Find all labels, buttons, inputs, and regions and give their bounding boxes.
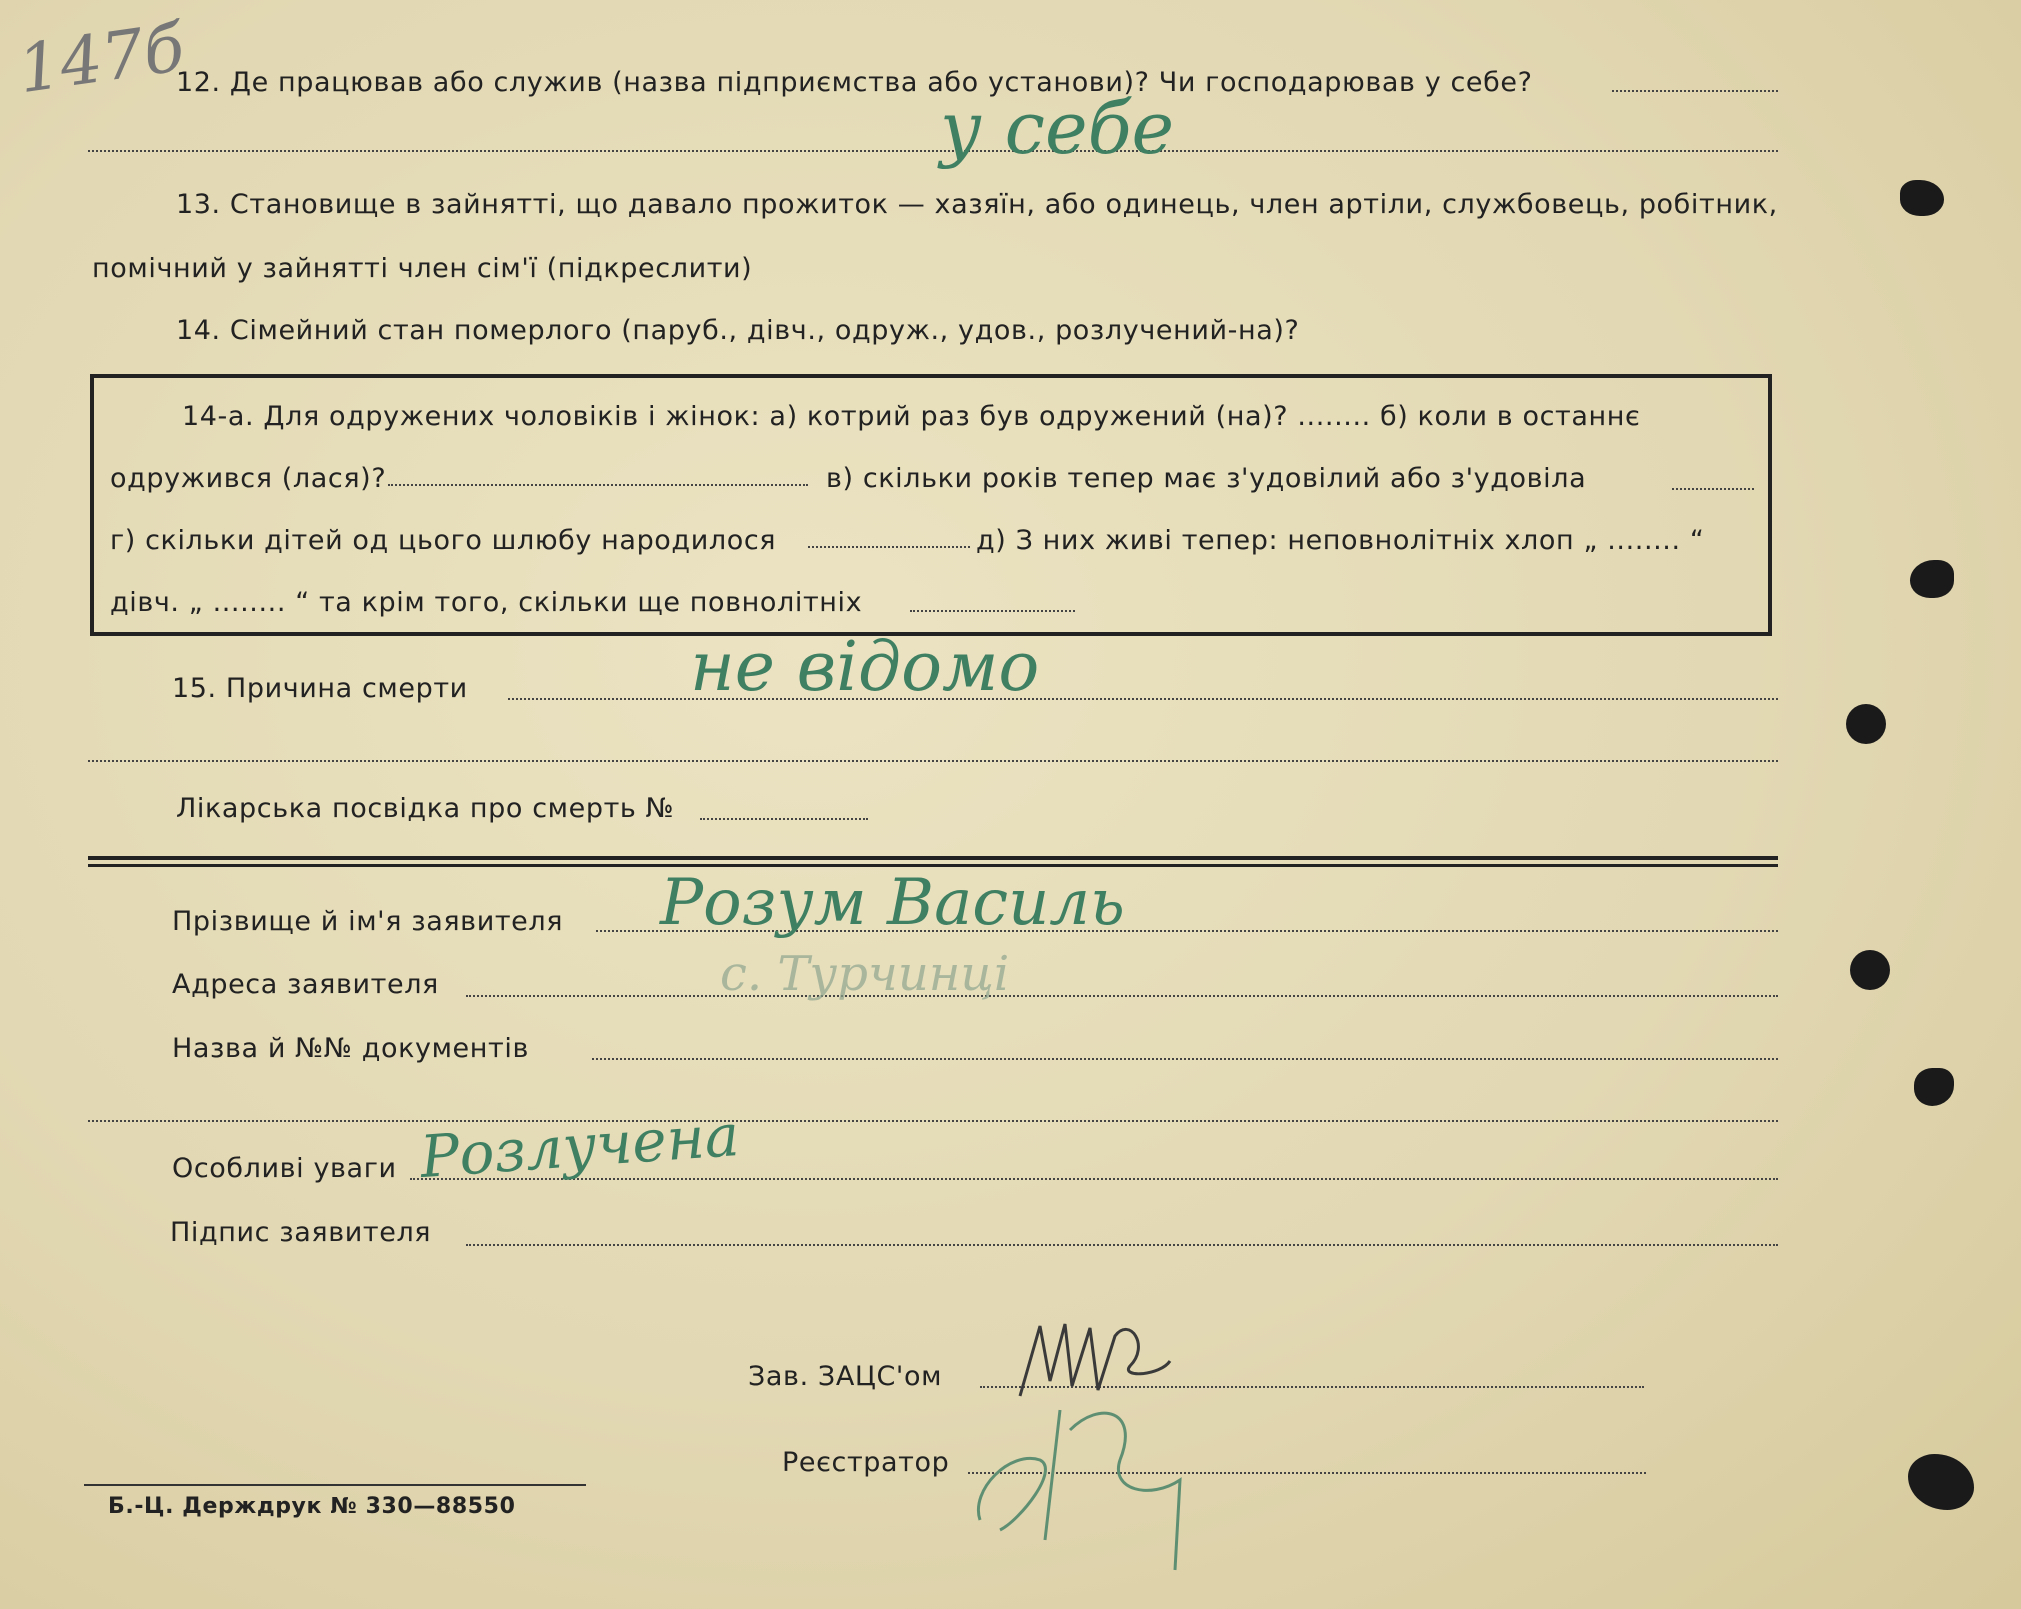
documents-label: Назва й №№ документів [172, 1033, 529, 1064]
footer-rule [84, 1484, 586, 1486]
question-14a-line1: 14-а. Для одружених чоловіків і жінок: а) котрий раз був одружений (на)? ........ б) коли в останнє [182, 401, 1641, 432]
question-12: 12. Де працював або служив (назва підприємства або установи)? Чи господарював у себе? [176, 67, 1533, 98]
medical-certificate-line [700, 818, 868, 820]
question-14a-line4: дівч. „ ........ “ та крім того, скільки ще повнолітніх [110, 587, 863, 618]
question-15: 15. Причина смерти [172, 673, 468, 704]
question-14a-line3b: д) З них живі тепер: неповнолітніх хлоп „ ........ “ [976, 525, 1705, 556]
q15-answer: не відомо [690, 628, 1040, 707]
divider-top [88, 856, 1778, 860]
question-13-line1: 13. Становище в зайнятті, що давало прожиток — хазяїн, або одинець, член артіли, службовець, робітник, [176, 189, 1778, 220]
q12-answer-line [88, 150, 1778, 152]
q14a-line2b-fill [1672, 488, 1754, 490]
q14a-line4-fill [910, 610, 1075, 612]
margin-number: 147б [13, 8, 189, 109]
head-label: Зав. ЗАЦС'ом [748, 1361, 943, 1392]
punch-hole [1850, 950, 1890, 990]
edge-tear [1910, 560, 1954, 598]
question-14a-line3a: г) скільки дітей од цього шлюбу народилося [110, 525, 777, 556]
signature-label: Підпис заявителя [170, 1217, 432, 1248]
question-14a-line2b: в) скільки років тепер має з'удовілий або з'удовіла [826, 463, 1587, 494]
edge-tear [1914, 1068, 1954, 1106]
question-13-line2: помічний у зайнятті член сім'ї (підкреслити) [92, 253, 753, 284]
signature-line [466, 1244, 1778, 1246]
remarks-label: Особливі уваги [172, 1153, 397, 1184]
remarks-value: Розлучена [418, 1100, 742, 1192]
applicant-name-label: Прізвище й ім'я заявителя [172, 906, 564, 937]
applicant-address-value: с. Турчинці [720, 946, 1010, 1002]
applicant-name-value: Розум Василь [660, 866, 1125, 940]
registrar-signature [950, 1370, 1250, 1590]
punch-hole [1846, 704, 1886, 744]
documents-extra-line [88, 1120, 1778, 1122]
documents-line [592, 1058, 1778, 1060]
q14a-line2-fill [388, 484, 808, 486]
applicant-address-line [466, 995, 1778, 997]
q14a-line3-fill [808, 546, 970, 548]
printer-imprint: Б.-Ц. Держдрук № 330—88550 [108, 1494, 516, 1519]
applicant-address-label: Адреса заявителя [172, 969, 439, 1000]
q12-answer: у себе [940, 86, 1175, 170]
question-14a-line2a: одружився (лася)? [110, 463, 387, 494]
question-14: 14. Сімейний стан померлого (паруб., дівч., одруж., удов., розлучений-на)? [176, 315, 1300, 346]
medical-certificate: Лікарська посвідка про смерть № [176, 793, 675, 824]
q15-extra-line [88, 760, 1778, 762]
q12-fill-line [1612, 90, 1778, 92]
edge-tear [1908, 1454, 1974, 1510]
edge-tear [1900, 180, 1944, 216]
remarks-line [410, 1178, 1778, 1180]
registrar-label: Реєстратор [782, 1447, 950, 1478]
